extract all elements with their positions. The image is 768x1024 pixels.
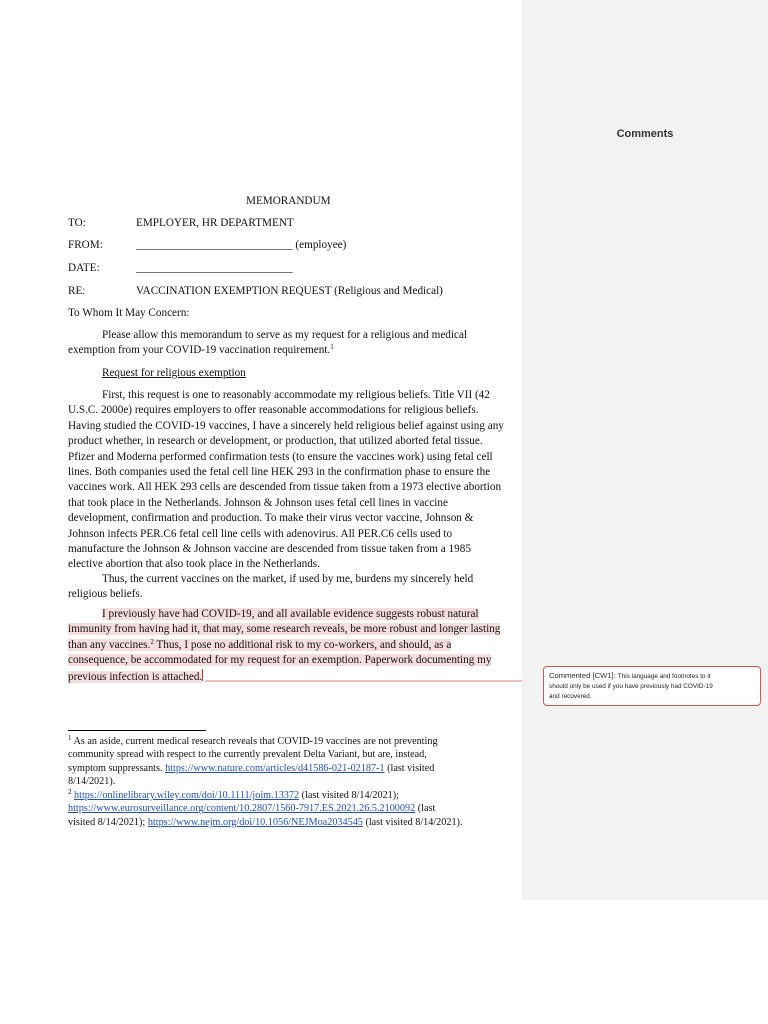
from-label: FROM: [68, 239, 103, 251]
intro-line: exemption from your COVID-19 vaccination requirement.$^1$ [68, 343, 334, 357]
date-value: ____________________________ [136, 262, 293, 274]
re-label: RE: [68, 285, 86, 297]
religious-heading: Request for religious exemption [102, 367, 246, 379]
intro-line: Please allow this memorandum to serve as my request for a religious and medical [102, 329, 468, 341]
eurosurveillance-link[interactable]: https://www.eurosurveillance.org/content/10.2807/1560-7917.ES.2021.26.5.2100092 [68, 803, 416, 815]
footnote-ref[interactable]: 2 [150, 637, 154, 646]
to-value: EMPLOYER, HR DEPARTMENT [136, 217, 294, 229]
thus-paragraph: Thus, the current vaccines on the market, if used by me, burdens my sincerely held religious beliefs. [68, 573, 474, 601]
re-value: VACCINATION EXEMPTION REQUEST (Religious and Medical) [136, 285, 443, 297]
intro-paragraph [68, 328, 520, 359]
footnote-2: $^2$ https://onlinelibrary.wiley.com/doi/10.1111/joim.13372 (last visited 8/14/2021); https://www.eurosurveillance.org/content/10.2807/1560-7917.ES.2021.26.5.2100092 (last visited 8/14/2021); https://www.nejm.org/doi/10.1056/NEJMoa2034545 (last visited 8/14/2021). [68, 788, 463, 828]
comment-balloon[interactable] [543, 666, 761, 706]
religious-line: Pfizer and Moderna performed confirmation tests (to ensure the vaccines work) using fetal cell [68, 450, 493, 463]
from-value: ____________________________ (employee) [136, 239, 347, 251]
nature-link[interactable]: https://www.nature.com/articles/d41586-021-02187-1 [165, 762, 385, 774]
religious-line: Having studied the COVID-19 vaccines, I have a sincerely held religious belief against using any [68, 419, 504, 432]
footnote-1: $^1$ As an aside, current medical research reveals that COVID-19 vaccines are not preventing community spread with respect to the currently prevalent Delta Variant, but are, instead, symptom suppressants. https://www.nature.com/articles/d41586-021-02187-1 (last visited 8/14/2021). [68, 734, 438, 788]
religious-paragraph [68, 388, 520, 573]
comment-header: Commented [CW1]: [549, 671, 618, 680]
salutation: To Whom It May Concern: [68, 307, 190, 319]
religious-line: Johnson infects PER.C6 fetal cell line cells with adenovirus. All PER.C6 cells used to [68, 527, 453, 540]
date-label: DATE: [68, 262, 100, 274]
religious-line: that took place in the Netherlands. Johnson & Johnson uses fetal cell lines in vaccine [68, 496, 448, 509]
religious-line: vaccines work. All HEK 293 cells are descended from tissue taken from a 1973 elective abortion [68, 481, 502, 494]
comment-text: should only be used if you have previously had COVID-19 [549, 683, 713, 691]
medical-line: than any vaccines.$^2$ Thus, I pose no additional risk to my co-workers, and should, as a [68, 637, 452, 651]
comment-pane-title: Comments [616, 128, 674, 140]
religious-line: manufacture the Johnson & Johnson vaccine are descended from tissue taken from a 1985 [68, 543, 471, 556]
medical-paragraph[interactable] [68, 607, 520, 685]
medical-line: previous infection is attached. [68, 670, 203, 683]
footnote-ref[interactable]: 1 [330, 343, 334, 352]
nejm-link[interactable]: https://www.nejm.org/doi/10.1056/NEJMoa2034545 [147, 816, 363, 828]
religious-line: U.S.C. 2000e) requires employers to offer reasonable accommodations for religious beliefs. [68, 404, 479, 417]
comment-text: and recovered. [549, 693, 592, 701]
religious-line: elective abortion that also took place in the Netherlands. [68, 558, 320, 571]
comment-text: This language and footnotes to it [617, 673, 711, 680]
religious-line: product whether, in research or development, or production, that utilized aborted fetal tissue. [68, 435, 483, 448]
medical-line: I previously have had COVID-19, and all available evidence suggests robust natural [102, 608, 479, 620]
comment-connector-line [205, 680, 543, 684]
medical-line: consequence, be accommodated for my request for an exemption. Paperwork documenting my [68, 654, 492, 667]
to-label: TO: [68, 217, 86, 229]
wiley-link[interactable]: https://onlinelibrary.wiley.com/doi/10.1111/joim.13372 [74, 790, 300, 801]
religious-line: First, this request is one to reasonably accommodate my religious beliefs. Title VII (42 [102, 389, 490, 401]
religious-line: lines. Both companies used the fetal cell line HEK 293 in the confirmation phase to ensure the [68, 466, 491, 479]
religious-line: development, confirmation and production. To make their virus vector vaccine, Johnson & [68, 512, 474, 525]
memo-title: MEMORANDUM [246, 195, 331, 207]
footnote-separator [68, 730, 206, 731]
comment-anchor-marker[interactable] [202, 669, 203, 681]
medical-line: immunity from having had it, that may, some research reveals, be more robust and longer lasting [68, 623, 501, 636]
